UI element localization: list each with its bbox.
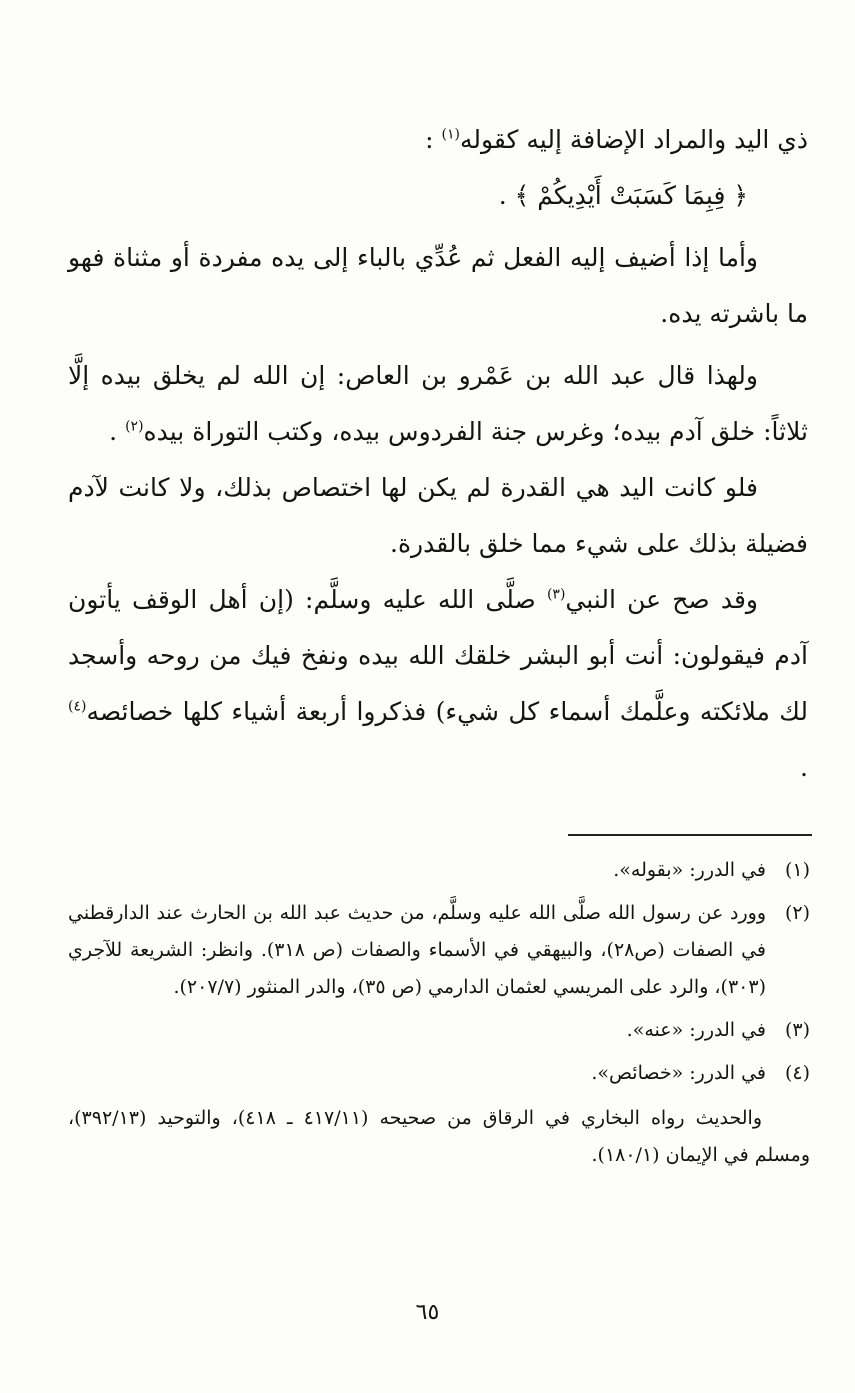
paragraph-5-text-a: وقد صح عن النبي bbox=[565, 585, 758, 614]
footnote-3 bbox=[68, 1012, 810, 1049]
footnote-text: وورد عن رسول الله صلَّى الله عليه وسلَّم، من حديث عبد الله بن الحارث عند الدارقطني في الصفات (ص٢٨)، والبيهقي في الأسماء والصفات (ص ٣١٨). وانظر: الشريعة للآجري (٣٠٣)، والرد على المريسي لعثمان الدارمي (ص ٣٥)، والدر المنثور (٢٠٧/٧). bbox=[68, 902, 767, 998]
footnotes bbox=[68, 852, 810, 1193]
paragraph-1-text: ذي اليد والمراد الإضافة إليه كقوله bbox=[459, 125, 808, 154]
footnote-text: في الدرر: «عنه». bbox=[626, 1019, 766, 1041]
footnote-number: (٢) bbox=[784, 902, 810, 924]
paragraph-5-end: . bbox=[800, 753, 808, 782]
paragraph-5 bbox=[68, 572, 808, 796]
footnote-text: في الدرر: «خصائص». bbox=[591, 1062, 766, 1084]
paragraph-3-end: . bbox=[109, 417, 126, 446]
page-number: ٦٥ bbox=[415, 1300, 440, 1325]
footnote-number: (٤) bbox=[784, 1062, 810, 1084]
quran-verse: ﴿ فِبِمَا كَسَبَتْ أَيْدِيكُمْ ﴾ . bbox=[498, 181, 748, 210]
footnote-separator bbox=[568, 834, 812, 836]
footnote-number: (٣) bbox=[784, 1019, 810, 1041]
footnote-ref-1[interactable]: (١) bbox=[441, 126, 460, 143]
footnote-4 bbox=[68, 1055, 810, 1092]
paragraph-4: فلو كانت اليد هي القدرة لم يكن لها اختصاص بذلك، ولا كانت لآدم فضيلة بذلك على شيء مما خلق بالقدرة. bbox=[68, 473, 808, 558]
footnote-text: في الدرر: «بقوله». bbox=[613, 859, 766, 881]
paragraph-1 bbox=[68, 112, 808, 168]
main-text bbox=[68, 112, 808, 796]
footnote-2 bbox=[68, 895, 810, 1006]
footnote-number: (١) bbox=[784, 859, 810, 881]
footnote-continuation: والحديث رواه البخاري في الرقاق من صحيحه (٤١٧/١١ ـ ٤١٨)، والتوحيد (٣٩٢/١٣)، ومسلم في الإيمان (١٨٠/١). bbox=[68, 1107, 810, 1166]
paragraph-3 bbox=[68, 348, 808, 460]
footnote-ref-2[interactable]: (٢) bbox=[125, 418, 144, 435]
paragraph-5-text-b: صلَّى الله عليه وسلَّم: (إن أهل الوقف يأتون آدم فيقولون: أنت أبو البشر خلقك الله بيده ونفخ فيك من روحه وأسجد لك ملائكته وعلَّمك أسماء كل شيء) فذكروا أربعة أشياء كلها خصائصه bbox=[68, 585, 808, 726]
footnote-ref-4[interactable]: (٤) bbox=[68, 698, 87, 715]
footnote-ref-3[interactable]: (٣) bbox=[546, 586, 566, 603]
paragraph-3-text: ولهذا قال عبد الله بن عَمْرو بن العاص: إن الله لم يخلق بيده إلَّا ثلاثاً: خلق آدم بيده؛ وغرس جنة الفردوس بيده، وكتب التوراة بيده bbox=[68, 361, 808, 446]
paragraph-1-end: : bbox=[425, 125, 442, 154]
footnote-1 bbox=[68, 852, 810, 889]
paragraph-2: وأما إذا أضيف إليه الفعل ثم عُدِّي بالباء إلى يده مفردة أو مثناة فهو ما باشرته يده. bbox=[68, 243, 808, 328]
